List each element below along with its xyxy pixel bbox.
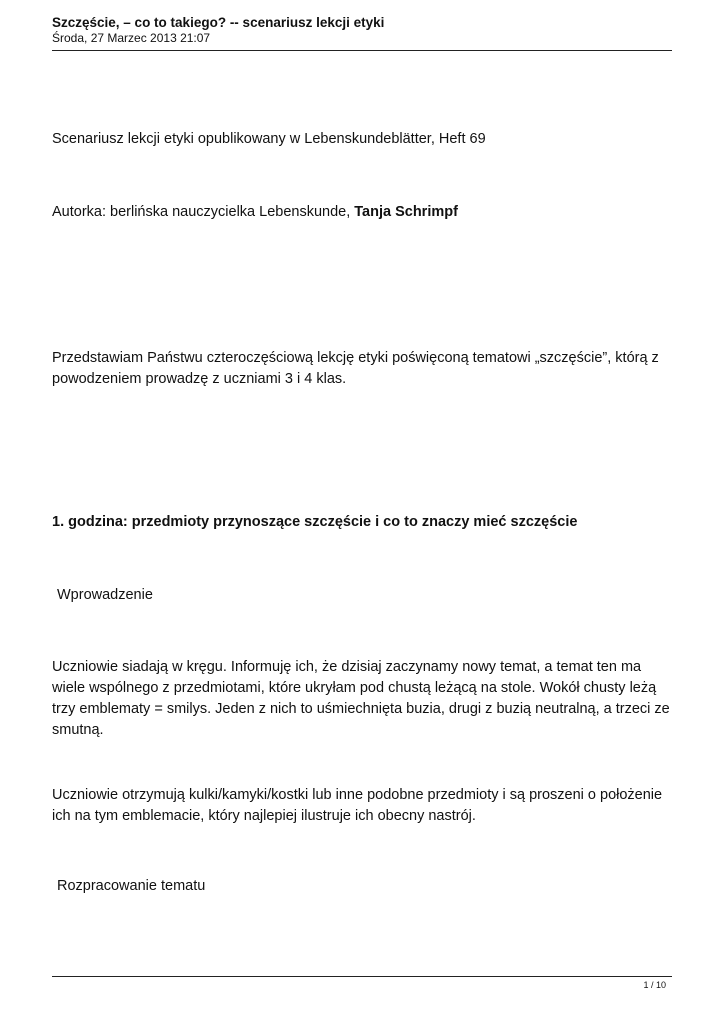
document-title: Szczęście, – co to takiego? -- scenariusz lekcji etyki [52,15,385,30]
author-name: Tanja Schrimpf [354,204,458,220]
header-divider [52,50,672,51]
lesson-paragraph-2: Uczniowie otrzymują kulki/kamyki/kostki lub inne podobne przedmioty i są proszeni o położenie ich na tym emblemacie, który najlepiej ilustruje ich obecny nastrój. [52,787,663,824]
page-header [52,14,672,46]
footer-divider [52,976,672,977]
section-heading-text: 1. godzina: przedmioty przynoszące szczęście i co to znaczy mieć szczęście [52,514,578,530]
page-number: 1 / 10 [643,980,666,990]
subheading-development: Rozpracowanie tematu [57,878,206,894]
author-prefix: Autorka: berlińska nauczycielka Lebenskunde, [52,204,355,220]
presentation-paragraph: Przedstawiam Państwu czteroczęściową lekcję etyki poświęconą tematowi „szczęście”, którą z powodzeniem prowadzę z uczniami 3 i 4 klas. [52,350,659,387]
author-paragraph [52,202,677,223]
intro-paragraph: Scenariusz lekcji etyki opublikowany w Lebenskundeblätter, Heft 69 [52,131,486,147]
document-date: Środa, 27 Marzec 2013 21:07 [52,31,211,45]
subheading-introduction: Wprowadzenie [57,587,153,603]
section-heading [52,512,677,533]
lesson-paragraph-1: Uczniowie siadają w kręgu. Informuję ich, że dzisiaj zaczynamy nowy temat, a temat ten ma wiele wspólnego z przedmiotami, które ukryłam pod chustą leżącą na stole. Wokół chusty leżą trzy emblematy = smilys. Jeden z nich to uśmiechnięta buzia, drugi z buzią neutralną, a trzeci ze smutną. [52,659,670,738]
